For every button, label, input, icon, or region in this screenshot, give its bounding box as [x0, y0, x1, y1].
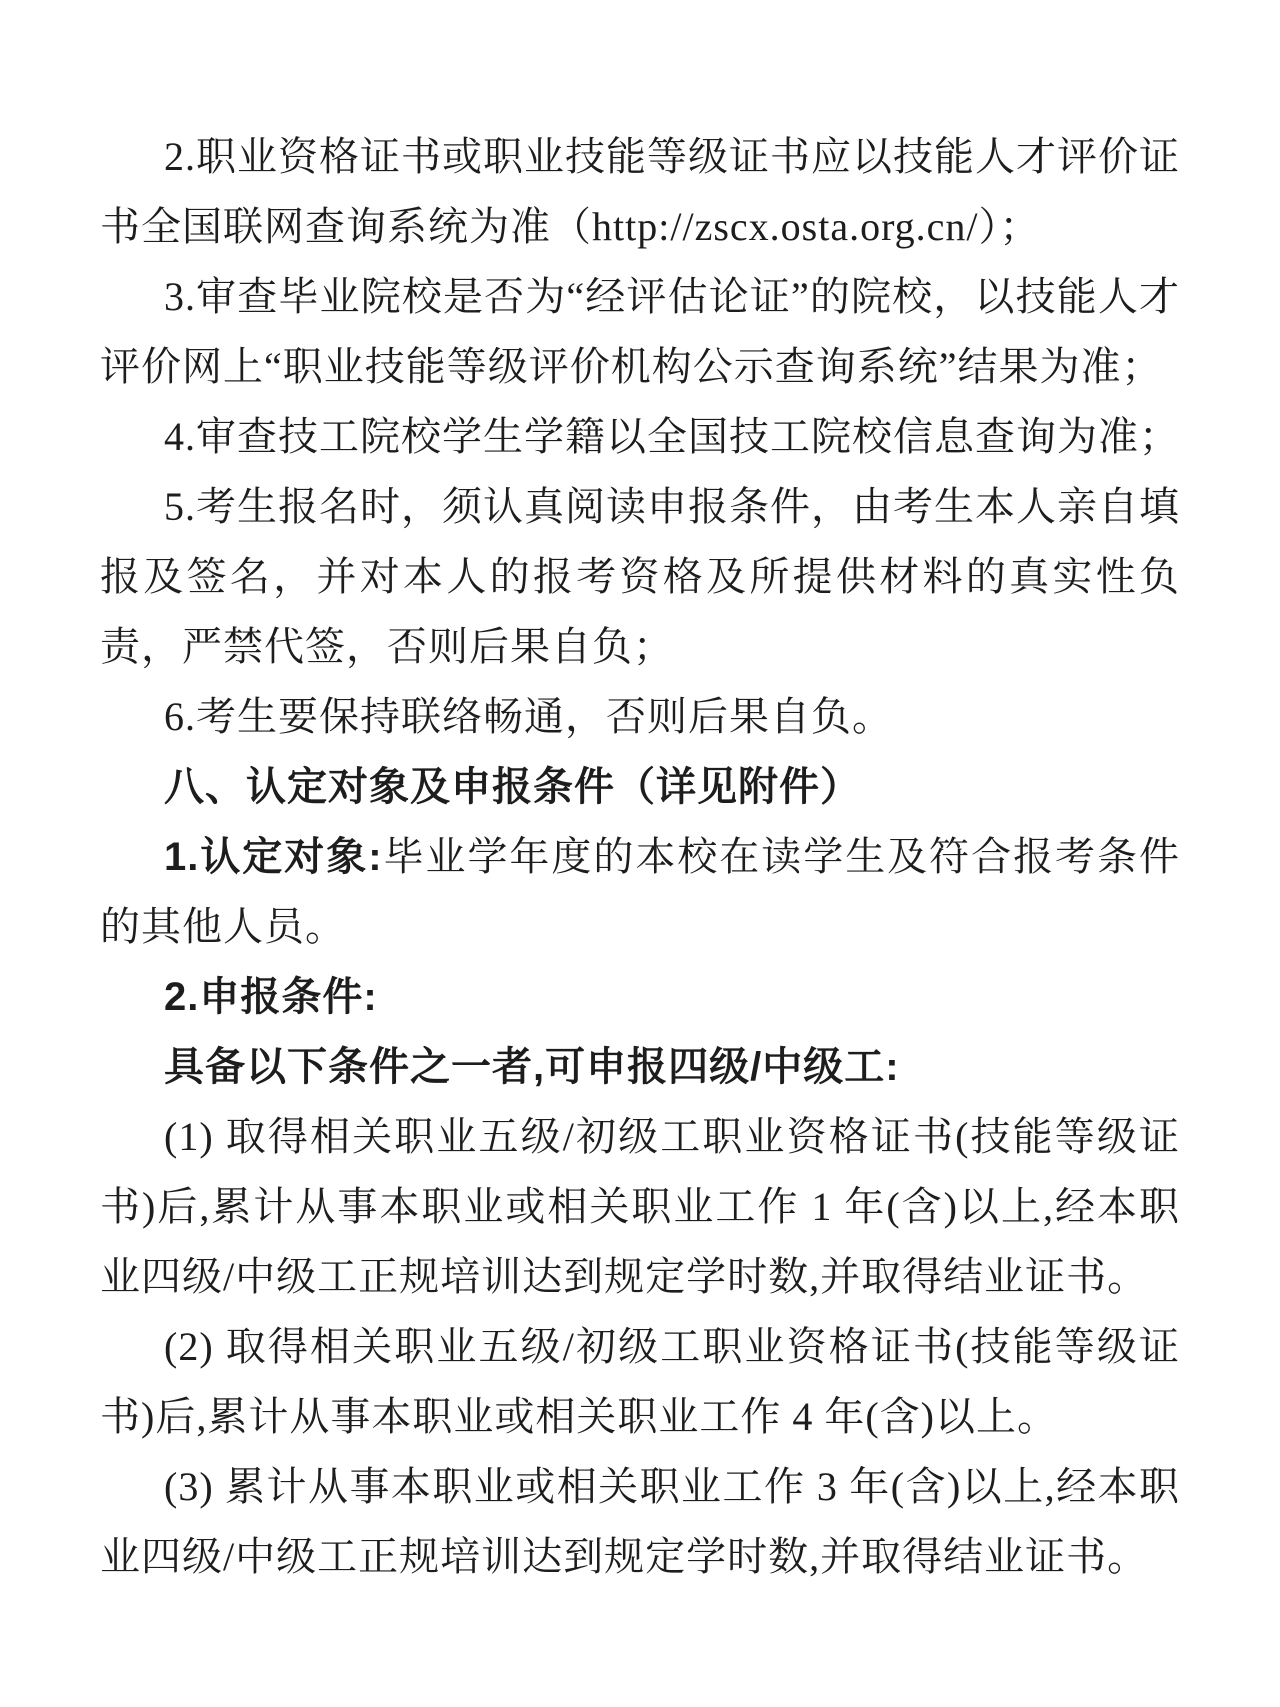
text-run: 6.考生要保持联络畅通，否则后果自负。	[164, 694, 893, 739]
heading-run: 八、认定对象及申报条件（详见附件）	[164, 765, 861, 809]
paragraph	[100, 1312, 1180, 1452]
heading-run: 2.申报条件:	[164, 975, 378, 1019]
heading-run: 1.认定对象:	[164, 835, 383, 879]
paragraph	[100, 122, 1180, 262]
paragraph	[100, 472, 1180, 682]
text-run: (3) 累计从事本职业或相关职业工作 3 年(含)以上,经本职业四级/中级工正规培训达到规定学时数,并取得结业证书。	[100, 1464, 1180, 1579]
text-run: 2.职业资格证书或职业技能等级证书应以技能人才评价证书全国联网查询系统为准（http://zscx.osta.org.cn/）；	[100, 134, 1180, 249]
paragraph	[100, 962, 1180, 1032]
paragraph	[100, 402, 1180, 472]
text-run: 毕业学年度的本校在读学生及符合报考条件的其他人员。	[100, 834, 1181, 949]
paragraph	[100, 822, 1180, 962]
text-run: (1) 取得相关职业五级/初级工职业资格证书(技能等级证书)后,累计从事本职业或相关职业工作 1 年(含)以上,经本职业四级/中级工正规培训达到规定学时数,并取得结业证书。	[100, 1114, 1180, 1299]
paragraph	[100, 1102, 1180, 1312]
text-run: (2) 取得相关职业五级/初级工职业资格证书(技能等级证书)后,累计从事本职业或相关职业工作 4 年(含)以上。	[100, 1324, 1180, 1439]
heading-run: 具备以下条件之一者,可申报四级/中级工:	[164, 1045, 900, 1089]
paragraph	[100, 262, 1180, 402]
paragraph	[100, 682, 1180, 752]
text-run: 5.考生报名时，须认真阅读申报条件，由考生本人亲自填报及签名，并对本人的报考资格及所提供材料的真实性负责，严禁代签，否则后果自负；	[100, 484, 1180, 669]
paragraph	[100, 1032, 1180, 1102]
paragraph	[100, 752, 1180, 822]
text-run: 4.审查技工院校学生学籍以全国技工院校信息查询为准；	[164, 414, 1180, 459]
paragraph	[100, 1452, 1180, 1592]
text-run: 3.审查毕业院校是否为“经评估论证”的院校，以技能人才评价网上“职业技能等级评价机构公示查询系统”结果为准；	[100, 274, 1180, 389]
